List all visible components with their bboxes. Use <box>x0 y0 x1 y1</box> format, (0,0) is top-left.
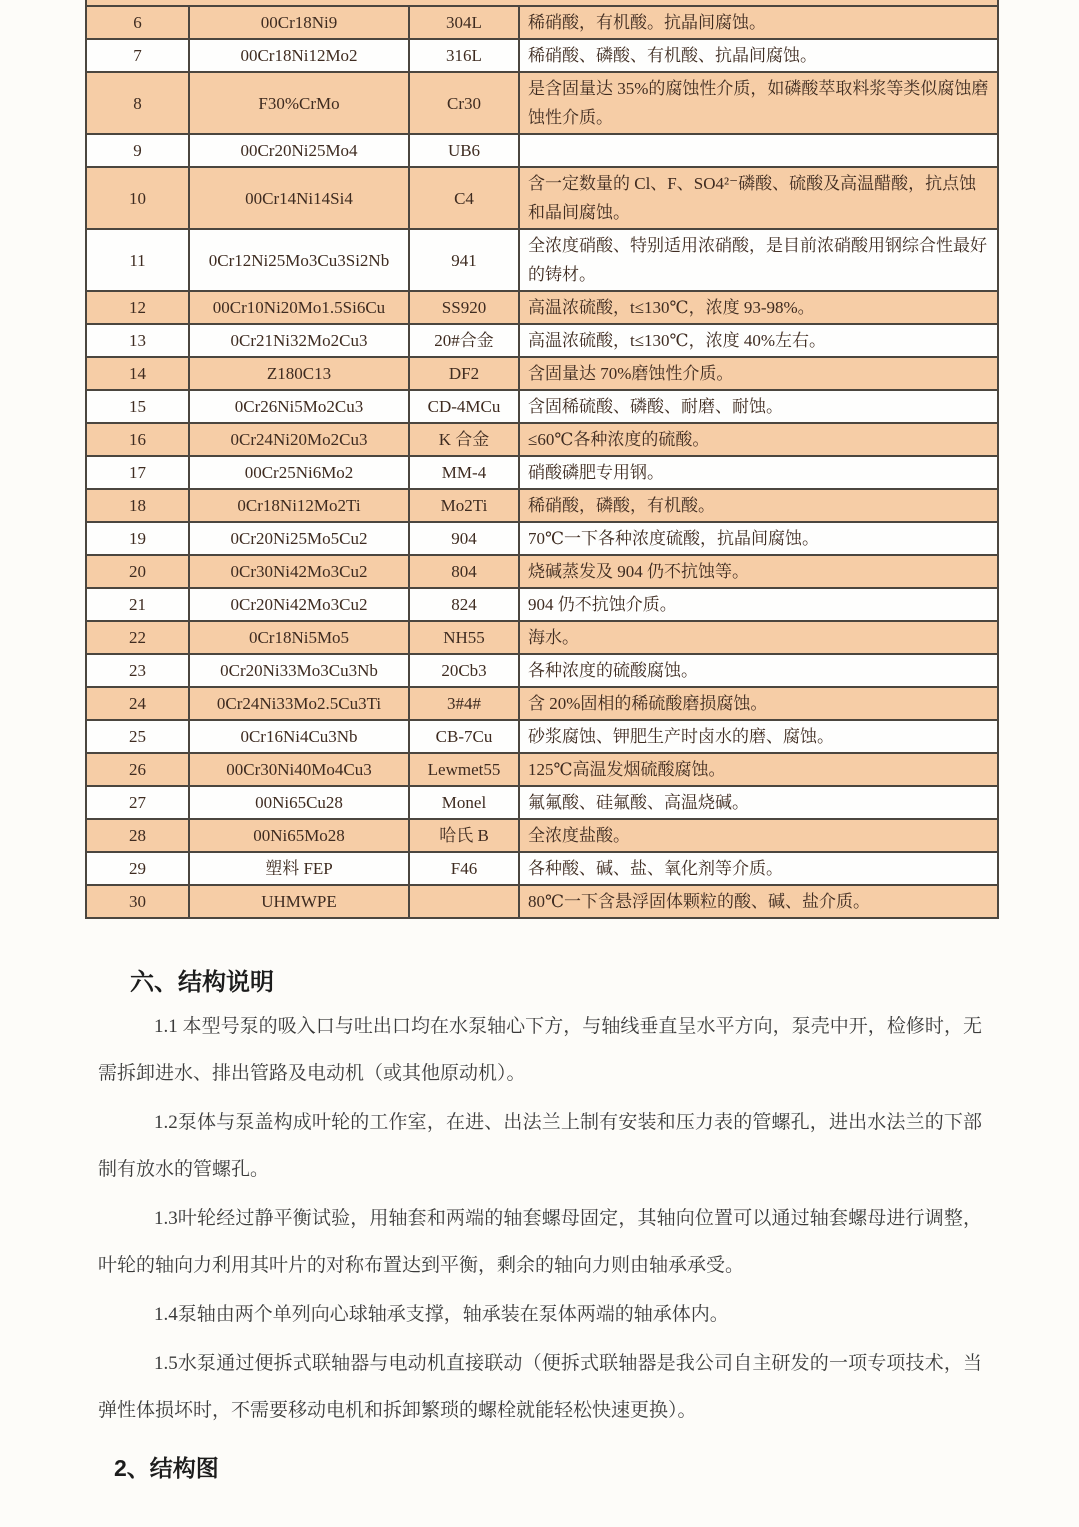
material-code: F46 <box>409 852 519 885</box>
material-name: 0Cr21Ni32Mo2Cu3 <box>189 324 409 357</box>
material-name: 00Cr25Ni6Mo2 <box>189 456 409 489</box>
media-description: 各种浓度的硫酸腐蚀。 <box>519 654 998 687</box>
row-number: 24 <box>86 687 189 720</box>
media-description: 砂浆腐蚀、钾肥生产时卤水的磨、腐蚀。 <box>519 720 998 753</box>
row-number: 9 <box>86 134 189 167</box>
material-code: 20#合金 <box>409 324 519 357</box>
material-code: 941 <box>409 229 519 291</box>
media-description: 稀硝酸，磷酸，有机酸。 <box>519 489 998 522</box>
table-row <box>86 456 998 489</box>
material-code: 20Cb3 <box>409 654 519 687</box>
table-row <box>86 72 998 134</box>
table-row <box>86 753 998 786</box>
table-row <box>86 423 998 456</box>
table-row <box>86 489 998 522</box>
row-number: 10 <box>86 167 189 229</box>
table-row <box>86 786 998 819</box>
table-row <box>86 522 998 555</box>
material-code: Mo2Ti <box>409 489 519 522</box>
table-row <box>86 687 998 720</box>
table-row <box>86 621 998 654</box>
row-number: 7 <box>86 39 189 72</box>
materials-table <box>85 0 999 919</box>
material-code: MM-4 <box>409 456 519 489</box>
table-row <box>86 134 998 167</box>
table-row <box>86 39 998 72</box>
paragraph-1-5: 1.5水泵通过便拆式联轴器与电动机直接联动（便拆式联轴器是我公司自主研发的一项专项技术，当弹性体损坏时，不需要移动电机和拆卸繁琐的螺栓就能轻松快速更换）。 <box>98 1353 982 1421</box>
material-code: DF2 <box>409 357 519 390</box>
media-description: 含一定数量的 Cl、F、SO4²⁻磷酸、硫酸及高温醋酸，抗点蚀和晶间腐蚀。 <box>519 167 998 229</box>
structure-section <box>98 948 982 1483</box>
paragraph-1-1: 1.1 本型号泵的吸入口与吐出口均在水泵轴心下方，与轴线垂直呈水平方向，泵壳中开，检修时，无需拆卸进水、排出管路及电动机（或其他原动机）。 <box>98 1016 982 1084</box>
material-name: 0Cr16Ni4Cu3Nb <box>189 720 409 753</box>
row-number: 19 <box>86 522 189 555</box>
row-number: 27 <box>86 786 189 819</box>
paragraph-1-3: 1.3叶轮经过静平衡试验，用轴套和两端的轴套螺母固定，其轴向位置可以通过轴套螺母进行调整，叶轮的轴向力利用其叶片的对称布置达到平衡，剩余的轴向力则由轴承承受。 <box>98 1208 982 1276</box>
media-description <box>519 134 998 167</box>
section-title: 六、结构说明 <box>130 969 274 996</box>
material-code: C4 <box>409 167 519 229</box>
material-name: 0Cr20Ni25Mo5Cu2 <box>189 522 409 555</box>
material-name: F30%CrMo <box>189 72 409 134</box>
material-name: 0Cr12Ni25Mo3Cu3Si2Nb <box>189 229 409 291</box>
row-number: 13 <box>86 324 189 357</box>
media-description: 高温浓硫酸，t≤130℃，浓度 40%左右。 <box>519 324 998 357</box>
material-code: CB-7Cu <box>409 720 519 753</box>
material-name: 0Cr20Ni42Mo3Cu2 <box>189 588 409 621</box>
material-name: Z180C13 <box>189 357 409 390</box>
row-number: 18 <box>86 489 189 522</box>
row-number: 25 <box>86 720 189 753</box>
media-description: 70℃一下各种浓度硫酸，抗晶间腐蚀。 <box>519 522 998 555</box>
material-name: 0Cr18Ni12Mo2Ti <box>189 489 409 522</box>
row-number: 21 <box>86 588 189 621</box>
material-code: 824 <box>409 588 519 621</box>
row-number: 16 <box>86 423 189 456</box>
media-description: 海水。 <box>519 621 998 654</box>
material-name: 0Cr24Ni33Mo2.5Cu3Ti <box>189 687 409 720</box>
media-description: 125℃高温发烟硫酸腐蚀。 <box>519 753 998 786</box>
paragraph-1-2: 1.2泵体与泵盖构成叶轮的工作室，在进、出法兰上制有安装和压力表的管螺孔，进出水法兰的下部制有放水的管螺孔。 <box>98 1112 982 1180</box>
media-description: ≤60℃各种浓度的硫酸。 <box>519 423 998 456</box>
material-code: CD-4MCu <box>409 390 519 423</box>
media-description: 含固量达 70%磨蚀性介质。 <box>519 357 998 390</box>
table-row <box>86 291 998 324</box>
table-row <box>86 555 998 588</box>
material-code: Lewmet55 <box>409 753 519 786</box>
table-row <box>86 654 998 687</box>
row-number: 11 <box>86 229 189 291</box>
material-code: Cr30 <box>409 72 519 134</box>
media-description: 稀硝酸，有机酸。抗晶间腐蚀。 <box>519 6 998 39</box>
table-row <box>86 357 998 390</box>
row-number: 14 <box>86 357 189 390</box>
table-row <box>86 720 998 753</box>
row-number: 12 <box>86 291 189 324</box>
material-name: 0Cr18Ni5Mo5 <box>189 621 409 654</box>
material-code: Monel <box>409 786 519 819</box>
media-description: 氟氟酸、硅氟酸、高温烧碱。 <box>519 786 998 819</box>
material-code: SS920 <box>409 291 519 324</box>
table-row <box>86 885 998 918</box>
material-name: 0Cr20Ni33Mo3Cu3Nb <box>189 654 409 687</box>
material-name: 00Cr18Ni9 <box>189 6 409 39</box>
media-description: 全浓度硝酸、特别适用浓硝酸，是目前浓硝酸用钢综合性最好的铸材。 <box>519 229 998 291</box>
material-name: 塑料 FEP <box>189 852 409 885</box>
table-row <box>86 588 998 621</box>
table-row <box>86 324 998 357</box>
material-code: 804 <box>409 555 519 588</box>
material-name: 00Ni65Cu28 <box>189 786 409 819</box>
row-number: 15 <box>86 390 189 423</box>
media-description: 高温浓硫酸，t≤130℃，浓度 93-98%。 <box>519 291 998 324</box>
media-description: 904 仍不抗蚀介质。 <box>519 588 998 621</box>
material-name: 00Cr20Ni25Mo4 <box>189 134 409 167</box>
material-code: 304L <box>409 6 519 39</box>
material-name: 0Cr24Ni20Mo2Cu3 <box>189 423 409 456</box>
row-number: 29 <box>86 852 189 885</box>
paragraph-1-4: 1.4泵轴由两个单列向心球轴承支撑，轴承装在泵体两端的轴承体内。 <box>154 1304 729 1325</box>
table-row <box>86 6 998 39</box>
table-row <box>86 852 998 885</box>
material-code <box>409 885 519 918</box>
material-code: NH55 <box>409 621 519 654</box>
material-name: 00Cr18Ni12Mo2 <box>189 39 409 72</box>
table-row <box>86 229 998 291</box>
row-number: 6 <box>86 6 189 39</box>
material-code: 3#4# <box>409 687 519 720</box>
material-name: 0Cr30Ni42Mo3Cu2 <box>189 555 409 588</box>
material-name: 00Ni65Mo28 <box>189 819 409 852</box>
row-number: 22 <box>86 621 189 654</box>
table-row <box>86 167 998 229</box>
table-row <box>86 390 998 423</box>
table-row <box>86 819 998 852</box>
material-code: 904 <box>409 522 519 555</box>
row-number: 30 <box>86 885 189 918</box>
media-description: 是含固量达 35%的腐蚀性介质，如磷酸萃取料浆等类似腐蚀磨蚀性介质。 <box>519 72 998 134</box>
media-description: 烧碱蒸发及 904 仍不抗蚀等。 <box>519 555 998 588</box>
material-name: UHMWPE <box>189 885 409 918</box>
media-description: 含 20%固相的稀硫酸磨损腐蚀。 <box>519 687 998 720</box>
media-description: 80℃一下含悬浮固体颗粒的酸、碱、盐介质。 <box>519 885 998 918</box>
media-description: 硝酸磷肥专用钢。 <box>519 456 998 489</box>
row-number: 23 <box>86 654 189 687</box>
media-description: 含固稀硫酸、磷酸、耐磨、耐蚀。 <box>519 390 998 423</box>
media-description: 各种酸、碱、盐、氧化剂等介质。 <box>519 852 998 885</box>
row-number: 26 <box>86 753 189 786</box>
row-number: 8 <box>86 72 189 134</box>
material-code: 316L <box>409 39 519 72</box>
material-name: 0Cr26Ni5Mo2Cu3 <box>189 390 409 423</box>
media-description: 稀硝酸、磷酸、有机酸、抗晶间腐蚀。 <box>519 39 998 72</box>
row-number: 17 <box>86 456 189 489</box>
footer-heading: 2、结构图 <box>114 1455 219 1481</box>
material-code: UB6 <box>409 134 519 167</box>
row-number: 20 <box>86 555 189 588</box>
row-number: 28 <box>86 819 189 852</box>
material-name: 00Cr14Ni14Si4 <box>189 167 409 229</box>
material-code: K 合金 <box>409 423 519 456</box>
material-name: 00Cr10Ni20Mo1.5Si6Cu <box>189 291 409 324</box>
material-code: 哈氏 B <box>409 819 519 852</box>
material-name: 00Cr30Ni40Mo4Cu3 <box>189 753 409 786</box>
media-description: 全浓度盐酸。 <box>519 819 998 852</box>
